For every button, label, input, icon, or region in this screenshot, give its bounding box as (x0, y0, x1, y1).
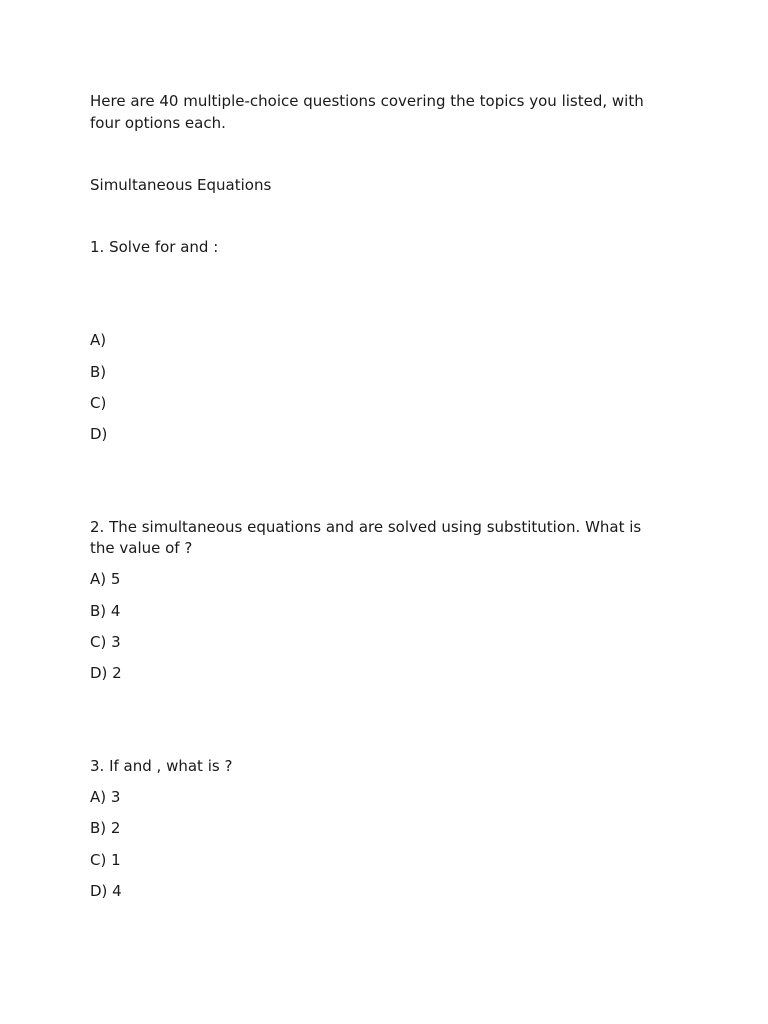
question-3-option-a: A) 3 (90, 788, 121, 806)
section-title: Simultaneous Equations (90, 176, 272, 194)
question-3-option-d: D) 4 (90, 882, 122, 900)
intro-text-line-2: four options each. (90, 114, 226, 132)
question-1-option-b: B) (90, 363, 107, 381)
question-2-prompt-line-1: 2. The simultaneous equations and are solved using substitution. What is (90, 518, 642, 536)
question-3-option-c: C) 1 (90, 851, 121, 869)
question-1-option-a: A) (90, 331, 107, 349)
question-2-option-a: A) 5 (90, 570, 121, 588)
question-2-option-b: B) 4 (90, 602, 121, 620)
question-2-prompt-line-2: the value of ? (90, 539, 193, 557)
intro-text-line-1: Here are 40 multiple-choice questions covering the topics you listed, with (90, 92, 644, 110)
question-3-option-b: B) 2 (90, 819, 121, 837)
question-1-prompt: 1. Solve for and : (90, 238, 219, 256)
question-1-option-d: D) (90, 425, 108, 443)
question-2-option-c: C) 3 (90, 633, 121, 651)
question-2-option-d: D) 2 (90, 664, 122, 682)
question-1-option-c: C) (90, 394, 107, 412)
question-3-prompt: 3. If and , what is ? (90, 757, 233, 775)
